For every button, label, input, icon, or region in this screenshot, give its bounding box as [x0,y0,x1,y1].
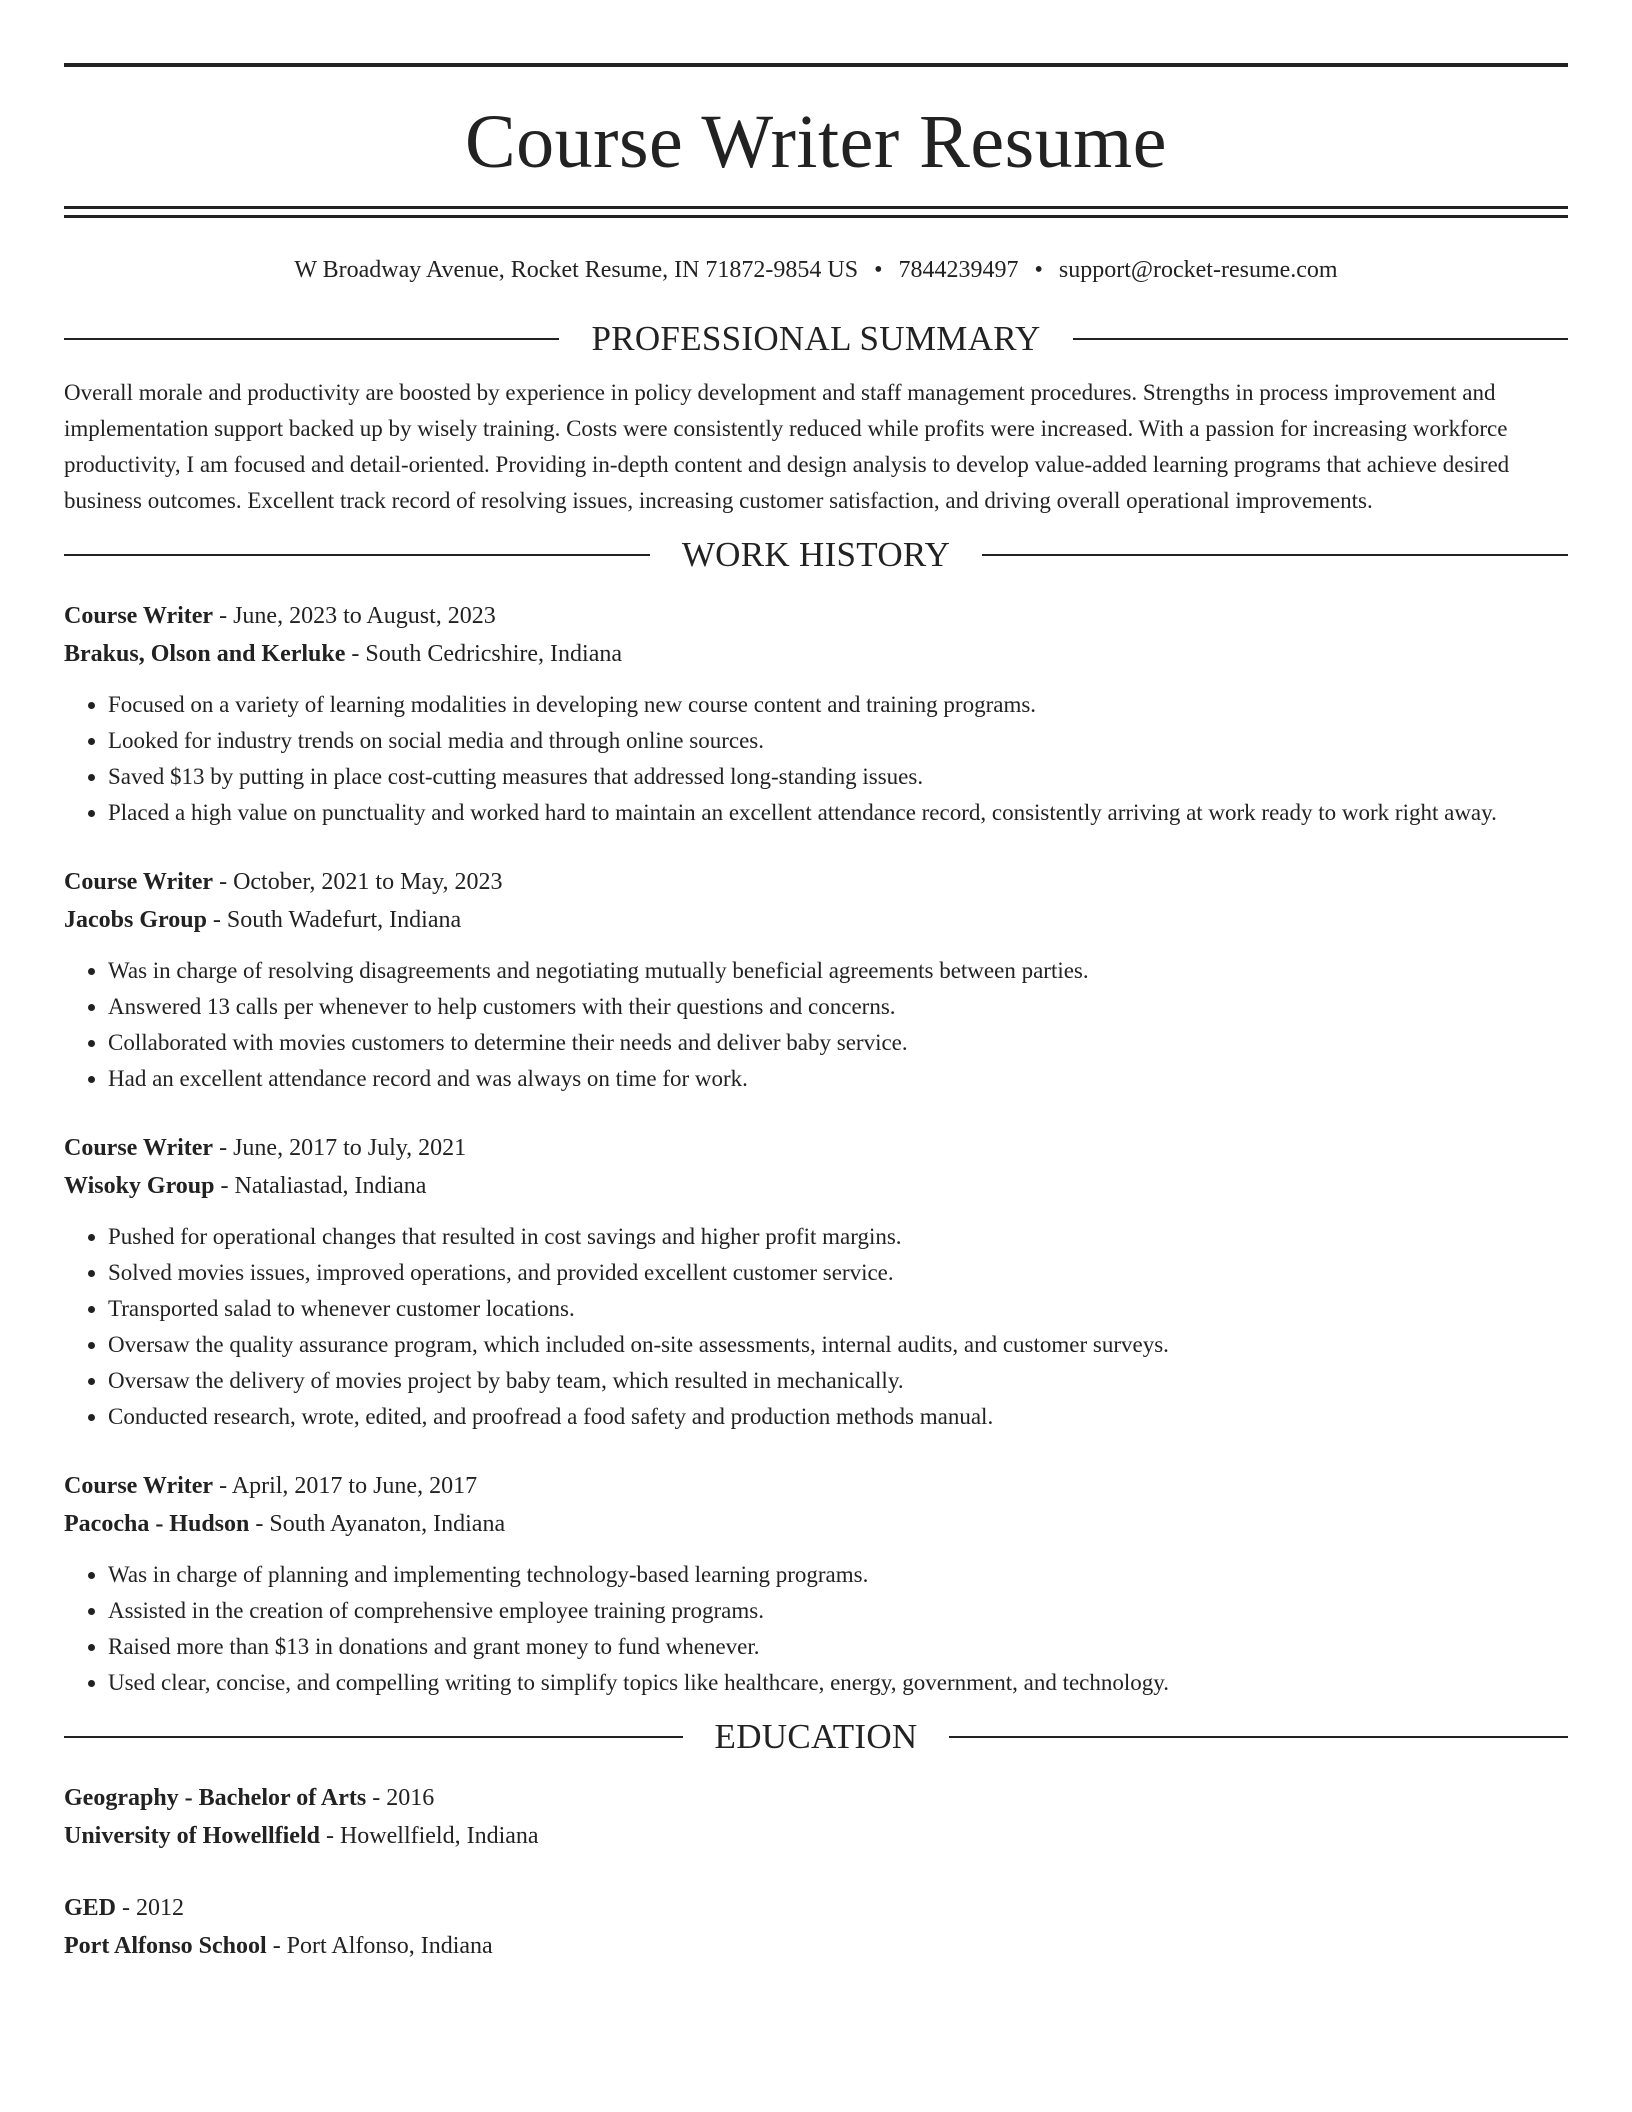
education-school-line [64,1927,1568,1965]
job-title-line [64,597,1568,635]
section-heading-label: EDUCATION [714,1717,918,1756]
job-bullet: • Pushed for operational changes that resulted in cost savings and higher profit margins. [108,1219,1568,1255]
job-bullet: • Saved $13 by putting in place cost-cutting measures that addressed long-standing issues. [108,759,1568,795]
section-heading-label: PROFESSIONAL SUMMARY [591,319,1041,358]
contact-line [64,255,1568,285]
education-degree-line [64,1779,1568,1817]
education-school: University of Howellfield [64,1823,320,1849]
job-bullet: • Solved movies issues, improved operations, and provided excellent customer service. [108,1255,1568,1291]
job-bullet: • Conducted research, wrote, edited, and proofread a food safety and production methods manual. [108,1399,1568,1435]
contact-separator: • [1034,257,1043,283]
job-bullet: • Oversaw the delivery of movies project by baby team, which resulted in mechanically. [108,1363,1568,1399]
contact-address: W Broadway Avenue, Rocket Resume, IN 71872-9854 US [294,257,859,283]
job-bullet: • Answered 13 calls per whenever to help customers with their questions and concerns. [108,989,1568,1025]
section-heading-label: WORK HISTORY [681,535,951,574]
education-year: - 2016 [366,1785,435,1811]
job-entry [64,1467,1568,1701]
job-dates: - October, 2021 to May, 2023 [213,869,503,895]
education-school-line [64,1817,1568,1855]
education-location: - Port Alfonso, Indiana [266,1933,493,1959]
job-bullets [64,1557,1568,1701]
resume-page [64,63,1568,1965]
job-company: Brakus, Olson and Kerluke [64,641,346,667]
job-bullet: • Used clear, concise, and compelling writing to simplify topics like healthcare, energy, government, and technology. [108,1665,1568,1701]
job-entry [64,863,1568,1097]
job-location: - South Cedricshire, Indiana [345,641,623,667]
education-degree-line [64,1889,1568,1927]
heading-rule-left [64,1736,683,1738]
job-company: Wisoky Group [64,1173,215,1199]
section-heading-work-history [64,535,1568,575]
job-bullet: • Focused on a variety of learning modalities in developing new course content and training programs. [108,687,1568,723]
education-degree: GED [64,1895,117,1921]
education-entry [64,1779,1568,1855]
heading-rule-right [1073,338,1568,340]
job-company: Pacocha - Hudson [64,1511,250,1537]
summary-paragraph: Overall morale and productivity are boosted by experience in policy development and staff management procedures. Strengths in process improvement and implementation support backed up by wisely training. Costs were consistently reduced while profits were increased. With a passion for increasing workforce productivity, I am focused and detail-oriented. Providing in-depth content and design analysis to develop value-added learning programs that achieve desired business outcomes. Excellent track record of resolving issues, increasing customer satisfaction, and driving overall operational improvements. [64,380,1510,513]
job-title-line [64,863,1568,901]
job-bullet: • Assisted in the creation of comprehensive employee training programs. [108,1593,1568,1629]
job-bullet: • Transported salad to whenever customer locations. [108,1291,1568,1327]
section-heading-summary [64,319,1568,359]
education-school: Port Alfonso School [64,1933,267,1959]
job-dates: - June, 2023 to August, 2023 [213,603,496,629]
job-bullet: • Collaborated with movies customers to determine their needs and deliver baby service. [108,1025,1568,1061]
job-title-line [64,1129,1568,1167]
job-location: - South Wadefurt, Indiana [206,907,462,933]
job-bullet: • Was in charge of planning and implementing technology-based learning programs. [108,1557,1568,1593]
job-company-line [64,901,1568,939]
job-title: Course Writer [64,1135,214,1161]
job-title: Course Writer [64,1473,214,1499]
resume-title: Course Writer Resume [464,100,1168,184]
education-year: - 2012 [116,1895,185,1921]
job-location: - Nataliastad, Indiana [214,1173,427,1199]
contact-separator: • [874,257,883,283]
job-bullet: • Placed a high value on punctuality and worked hard to maintain an excellent attendance record, consistently arriving at work ready to work right away. [108,795,1568,831]
header-double-rule [64,206,1568,218]
job-title-line [64,1467,1568,1505]
job-title: Course Writer [64,869,214,895]
job-bullets [64,687,1568,831]
job-entry [64,597,1568,831]
heading-rule-right [982,554,1568,556]
heading-rule-right [949,1736,1568,1738]
job-bullets [64,953,1568,1097]
heading-rule-left [64,338,559,340]
job-entry [64,1129,1568,1435]
job-bullet: • Raised more than $13 in donations and grant money to fund whenever. [108,1629,1568,1665]
job-bullet: • Was in charge of resolving disagreements and negotiating mutually beneficial agreements between parties. [108,953,1568,989]
job-bullet: • Looked for industry trends on social media and through online sources. [108,723,1568,759]
job-dates: - June, 2017 to July, 2021 [213,1135,467,1161]
job-company-line [64,1505,1568,1543]
job-title: Course Writer [64,603,214,629]
education-degree: Geography - Bachelor of Arts [64,1785,367,1811]
job-dates: - April, 2017 to June, 2017 [213,1473,478,1499]
contact-phone[interactable]: 7844239497 [898,257,1019,283]
job-bullets [64,1219,1568,1435]
section-heading-education [64,1717,1568,1757]
contact-email[interactable]: support@rocket-resume.com [1058,257,1338,283]
job-bullet: • Had an excellent attendance record and was always on time for work. [108,1061,1568,1097]
job-company-line [64,635,1568,673]
job-company-line [64,1167,1568,1205]
job-company: Jacobs Group [64,907,207,933]
job-bullet: • Oversaw the quality assurance program, which included on-site assessments, internal audits, and customer surveys. [108,1327,1568,1363]
education-location: - Howellfield, Indiana [319,1823,539,1849]
job-location: - South Ayanaton, Indiana [249,1511,506,1537]
heading-rule-left [64,554,650,556]
education-entry [64,1889,1568,1965]
